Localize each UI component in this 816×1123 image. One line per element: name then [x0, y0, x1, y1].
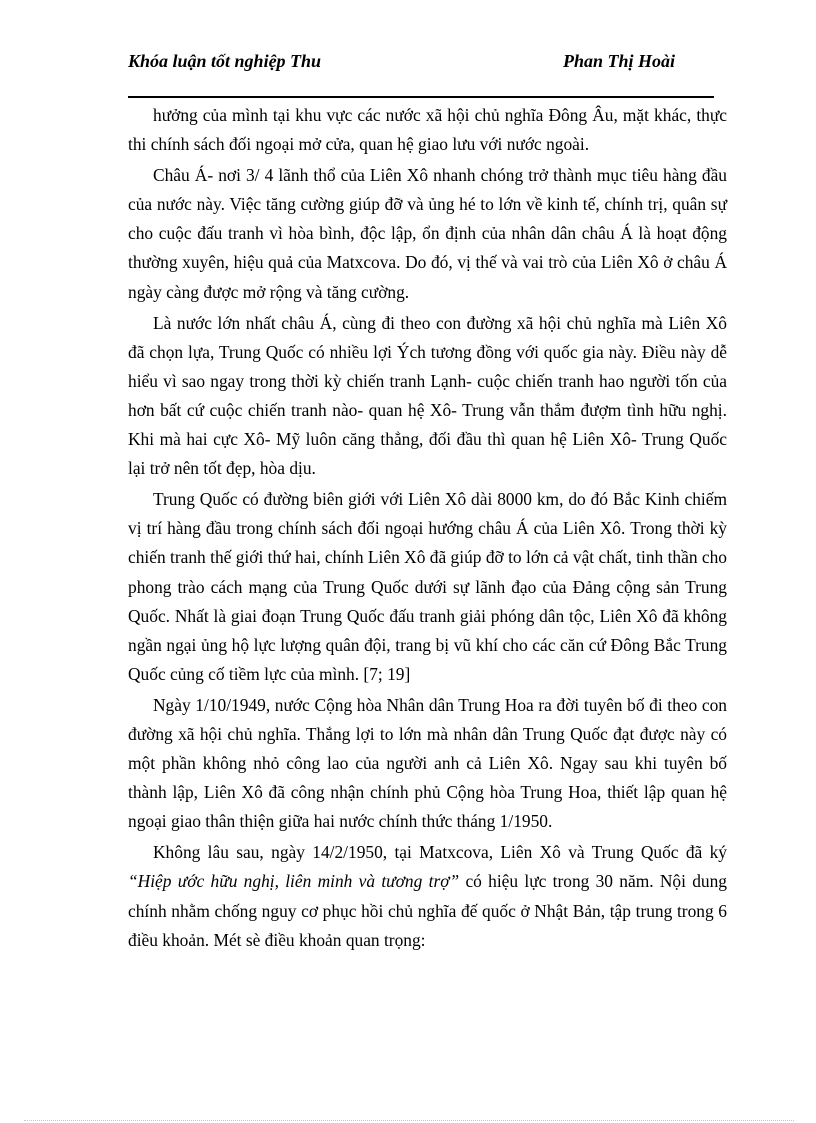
- paragraph-4: Trung Quốc có đường biên giới với Liên Xô dài 8000 km, do đó Bắc Kinh chiếm vị trí hàng đầu trong chính sách đối ngoại hướng châu Á của Liên Xô. Trong thời kỳ chiến tranh thế giới thứ hai, chính Liên Xô đã giúp đỡ to lớn cả vật chất, tinh thần cho phong trào cách mạng của Trung Quốc dưới sự lãnh đạo của Đảng cộng sản Trung Quốc. Nhất là giai đoạn Trung Quốc đấu tranh giải phóng dân tộc, Liên Xô đã không ngần ngại ủng hộ lực lượng quân đội, trang bị vũ khí cho các căn cứ Đông Bắc Trung Quốc củng cố tiềm lực của mình. [7; 19]: [128, 489, 727, 684]
- page-header: [128, 50, 714, 98]
- paragraph-2: Châu Á- nơi 3/ 4 lãnh thổ của Liên Xô nhanh chóng trở thành mục tiêu hàng đầu của nước này. Việc tăng cường giúp đỡ và ủng hé to lớn về kinh tế, chính trị, quân sự cho cuộc đấu tranh vì hòa bình, độc lập, ổn định của nhân dân châu Á là hoạt động thường xuyên, hiệu quả của Matxcova. Do đó, vị thế và vai trò của Liên Xô ở châu Á ngày càng được mở rộng và tăng cường.: [128, 165, 727, 302]
- paragraph-6-lead: Không lâu sau, ngày 14/2/1950, tại Matxcova, Liên Xô và Trung Quốc đã ký: [153, 842, 727, 863]
- footer-divider: [24, 1120, 794, 1121]
- paragraph-6-rest: có hiệu lực trong 30 năm. Nội dung chính nhằm chống nguy cơ phục hồi chủ nghĩa đế quốc ở Nhật Bản, tập trung trong 6 điều khoản. Mét sè điều khoản quan trọng:: [128, 871, 728, 950]
- paragraph-5: Ngày 1/10/1949, nước Cộng hòa Nhân dân Trung Hoa ra đời tuyên bố đi theo con đường xã hội chủ nghĩa. Thắng lợi to lớn mà nhân dân Trung Quốc đạt được này có một phần không nhỏ công lao của người anh cả Liên Xô. Ngay sau khi tuyên bố thành lập, Liên Xô đã công nhận chính phủ Cộng hòa Trung Hoa, thiết lập quan hệ ngoại giao thân thiện giữa hai nước chính thức tháng 1/1950.: [128, 694, 727, 832]
- paragraph-6: [128, 838, 727, 954]
- paragraph-3: Là nước lớn nhất châu Á, cùng đi theo con đường xã hội chủ nghĩa mà Liên Xô đã chọn lựa, Trung Quốc có nhiều lợi Ých tương đồng với quốc gia này. Điều này dễ hiểu vì sao ngay trong thời kỳ chiến tranh Lạnh- cuộc chiến tranh hao người tốn của hơn bất cứ cuộc chiến tranh nào- quan hệ Xô- Trung vẫn thắm đượm tình hữu nghị. Khi mà hai cực Xô- Mỹ luôn căng thẳng, đối đầu thì quan hệ Liên Xô- Trung Quốc lại trở nên tốt đẹp, hòa dịu.: [128, 312, 727, 479]
- body-text: [128, 101, 727, 957]
- paragraph-1: hưởng của mình tại khu vực các nước xã hội chủ nghĩa Đông Âu, mặt khác, thực thi chính sách đối ngoại mở cửa, quan hệ giao lưu với nước ngoài.: [128, 105, 727, 155]
- treaty-title: “Hiệp ước hữu nghị, liên minh và tương trợ”: [128, 871, 460, 892]
- author-name: Phan Thị Hoài: [563, 51, 676, 71]
- thesis-title: Khóa luận tốt nghiệp Thu: [128, 51, 322, 71]
